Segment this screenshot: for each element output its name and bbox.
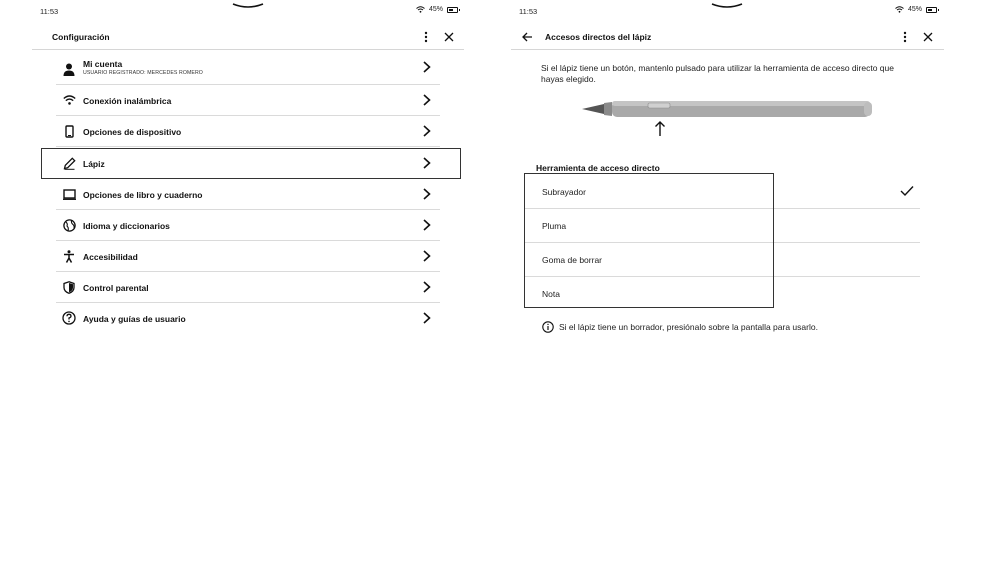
globe-icon xyxy=(62,218,76,232)
info-text: Si el lápiz tiene un borrador, presiónalo sobre la pantalla para usarlo. xyxy=(559,322,818,332)
description-text: Si el lápiz tiene un botón, mantenlo pulsado para utilizar la herramienta de acceso directo que hayas elegido. xyxy=(541,63,894,84)
option-label: Goma de borrar xyxy=(542,255,602,265)
chevron-right-icon xyxy=(422,312,432,324)
battery-icon xyxy=(926,7,937,13)
pull-down-handle-icon[interactable] xyxy=(232,3,264,9)
close-icon[interactable] xyxy=(921,30,935,44)
section-title: Herramienta de acceso directo xyxy=(536,163,660,173)
pen-eraser-end xyxy=(864,102,872,116)
chevron-right-icon xyxy=(422,61,432,73)
wifi-status-icon xyxy=(416,6,425,13)
wifi-status-icon xyxy=(895,6,904,13)
battery-percent: 45% xyxy=(429,6,444,13)
back-arrow-icon[interactable] xyxy=(520,30,534,44)
settings-item-label: Idioma y diccionarios xyxy=(83,221,170,231)
info-icon xyxy=(542,321,554,333)
battery-percent: 45% xyxy=(908,6,923,13)
device-icon xyxy=(62,124,76,138)
pull-down-handle-icon[interactable] xyxy=(711,3,743,9)
option-label: Nota xyxy=(542,289,560,299)
pen-illustration xyxy=(582,96,874,138)
status-time: 11:53 xyxy=(40,7,59,16)
settings-item-sublabel: USUARIO REGISTRADO: MERCEDES ROMERO xyxy=(83,70,203,76)
settings-item-book-notebook[interactable] xyxy=(56,179,440,210)
settings-item-label: Conexión inalámbrica xyxy=(83,96,172,106)
more-options-icon[interactable] xyxy=(898,30,912,44)
options-highlight-box xyxy=(524,173,774,308)
settings-item-my-account[interactable] xyxy=(56,54,440,85)
person-icon xyxy=(62,62,76,76)
chevron-right-icon xyxy=(422,219,432,231)
option-label: Pluma xyxy=(542,221,567,231)
up-arrow-icon xyxy=(656,122,665,136)
wifi-icon xyxy=(62,93,76,107)
settings-item-language[interactable] xyxy=(56,210,440,241)
settings-item-help[interactable] xyxy=(56,303,440,334)
settings-item-parental-control[interactable] xyxy=(56,272,440,303)
chevron-right-icon xyxy=(422,125,432,137)
accessibility-icon xyxy=(62,249,76,263)
page-title: Accesos directos del lápiz xyxy=(545,32,652,42)
settings-item-label: Opciones de dispositivo xyxy=(83,127,182,137)
pen-collar xyxy=(604,102,612,116)
book-icon xyxy=(62,187,76,201)
pen-side-button xyxy=(648,103,670,108)
help-icon xyxy=(62,311,76,325)
shield-icon xyxy=(62,280,76,294)
close-icon[interactable] xyxy=(442,30,456,44)
settings-item-wireless[interactable] xyxy=(56,85,440,116)
chevron-right-icon xyxy=(422,188,432,200)
status-bar-right xyxy=(895,6,937,13)
checkmark-icon xyxy=(900,185,914,197)
settings-item-label: Control parental xyxy=(83,283,149,293)
status-time: 11:53 xyxy=(519,7,538,16)
settings-item-label: Lápiz xyxy=(83,159,105,169)
chevron-right-icon xyxy=(422,281,432,293)
settings-item-label: Accesibilidad xyxy=(83,252,138,262)
option-label: Subrayador xyxy=(542,187,586,197)
settings-item-accessibility[interactable] xyxy=(56,241,440,272)
settings-item-label: Mi cuenta xyxy=(83,59,123,69)
chevron-right-icon xyxy=(422,250,432,262)
more-options-icon[interactable] xyxy=(419,30,433,44)
status-bar-right xyxy=(416,6,458,13)
settings-item-label: Ayuda y guías de usuario xyxy=(83,314,186,324)
page-title: Configuración xyxy=(52,32,110,42)
header-divider xyxy=(511,49,944,50)
settings-item-device-options[interactable] xyxy=(56,116,440,147)
chevron-right-icon xyxy=(422,94,432,106)
header-divider xyxy=(32,49,464,50)
battery-icon xyxy=(447,7,458,13)
settings-item-label: Opciones de libro y cuaderno xyxy=(83,190,203,200)
pen-tip xyxy=(582,104,604,114)
selected-item-highlight xyxy=(41,148,461,179)
